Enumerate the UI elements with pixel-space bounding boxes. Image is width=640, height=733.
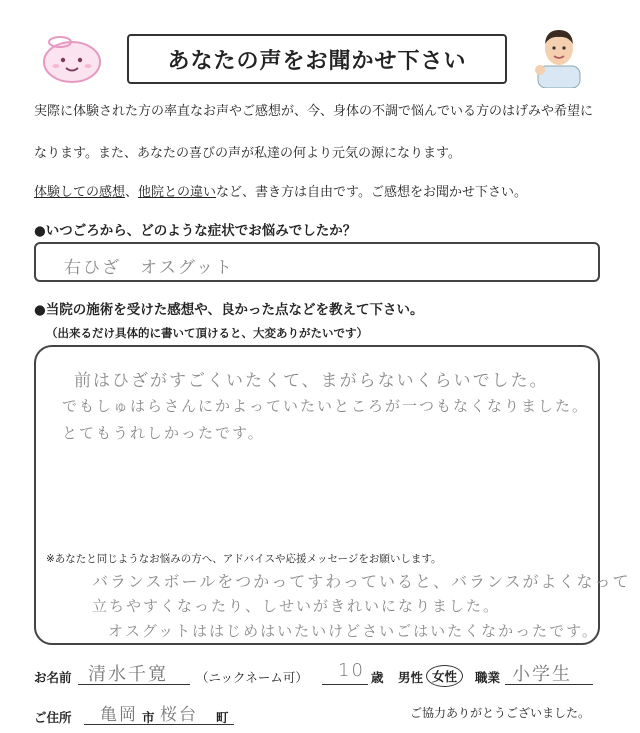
male-option: 男性 — [398, 670, 424, 685]
thanks-message: ご協力ありがとうございました。 — [410, 706, 591, 720]
intro-emphasis-impression: 体験しての感想 — [34, 185, 126, 200]
female-option-selected: 女性 — [426, 665, 463, 687]
question-3-answer-line-2: 立ちやすくなったり、しせいがきれいになりました。 — [92, 597, 501, 615]
mascot-icon — [36, 28, 108, 88]
job-value: 小学生 — [512, 664, 572, 685]
city-value: 亀岡 — [100, 705, 138, 725]
nickname-label: （ニックネーム可） — [196, 670, 308, 685]
question-1-answer-box — [34, 242, 600, 282]
intro-line-1: 実際に体験された方の率直なお声やご感想が、今、身体の不調で悩んでいる方のはげみや希望に — [34, 104, 594, 119]
intro-comma: 、 — [125, 185, 139, 200]
intro-emphasis-difference: 他院との違い — [138, 185, 217, 200]
page-title: あなたの声をお聞かせ下さい — [127, 34, 507, 84]
town-label: 町 — [216, 710, 229, 725]
question-2-answer-line-3: とてもうれしかったです。 — [62, 424, 265, 442]
job-label: 職業 — [475, 670, 501, 685]
question-2-sublabel: （出来るだけ具体的に書いて頂けると、大変ありがたいです） — [46, 326, 368, 340]
question-2-label: ●当院の施術を受けた感想や、良かった点などを教えて下さい。 — [34, 302, 424, 318]
intro-line-3 — [34, 181, 527, 200]
address-label: ご住所 — [34, 710, 72, 725]
intro-rest: など、書き方は自由です。ご感想をお聞かせ下さい。 — [216, 185, 528, 200]
name-label: お名前 — [34, 670, 72, 685]
name-value: 清水千寛 — [88, 664, 168, 685]
question-1-label: ●いつごろから、どのような症状でお悩みでしたか？ — [34, 223, 357, 239]
question-3-label: ※あなたと同じようなお悩みの方へ、アドバイスや応援メッセージをお願いします。 — [46, 553, 442, 565]
question-2-answer-line-2: でもしゅはらさんにかよっていたいところが一つもなくなりました。 — [62, 397, 590, 415]
answer-box — [34, 345, 631, 645]
question-3-answer-line-1: バランスボールをつかってすわっていると、バランスがよくなって — [92, 572, 631, 591]
age-value: 10 — [338, 660, 365, 681]
question-1-answer: 右ひざ オスグット — [64, 258, 234, 278]
town-value: 桜台 — [160, 705, 198, 725]
city-label: 市 — [142, 710, 155, 725]
question-3-answer-line-3: オスグットははじめはいたいけどさいごはいたくなかったです。 — [108, 622, 599, 640]
age-label: 歳 — [371, 670, 384, 685]
question-2-answer-line-1: 前はひざがすごくいたくて、まがらないくらいでした。 — [74, 371, 549, 391]
staff-avatar-icon — [528, 24, 590, 88]
age-line — [322, 684, 368, 685]
intro-line-2: なります。また、あなたの喜びの声が私達の何より元気の源になります。 — [34, 146, 461, 161]
